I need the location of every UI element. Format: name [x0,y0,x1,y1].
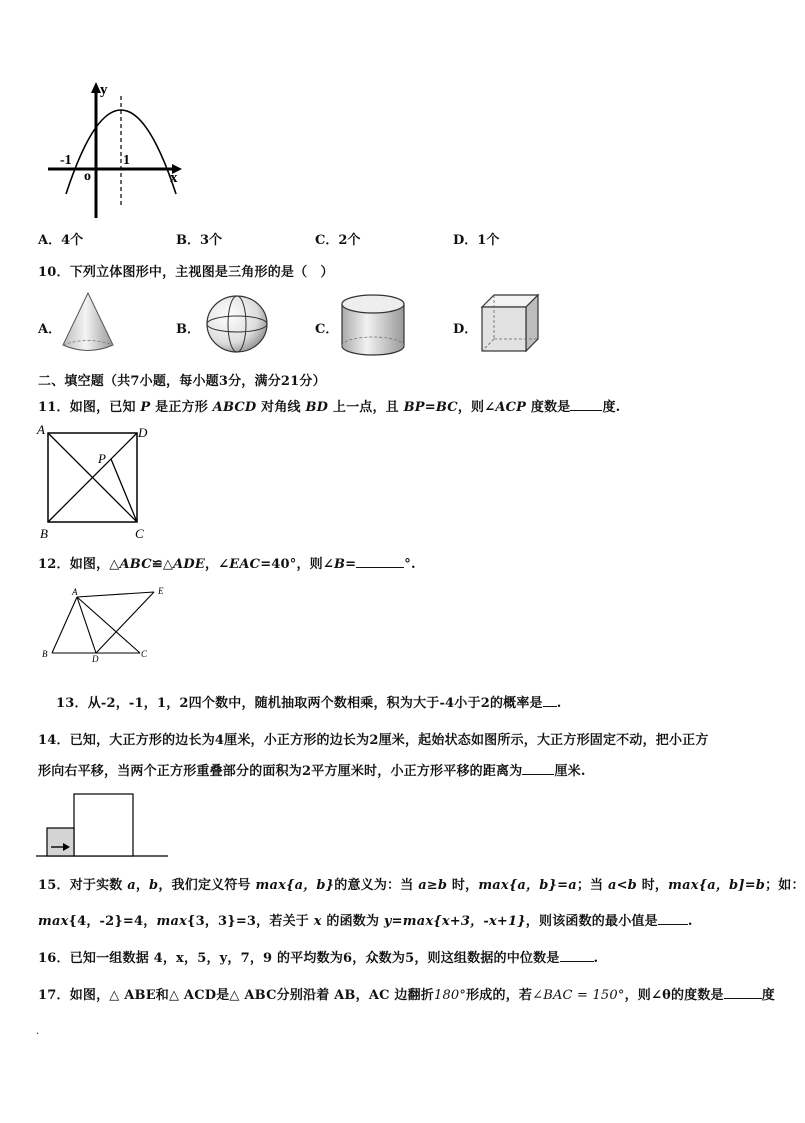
svg-text:B: B [42,649,48,659]
q14-line1: 14．已知，大正方形的边长为4厘米，小正方形的边长为2厘米，起始状态如图所示，大正方形固定不动，把小正方 [38,733,709,748]
q15-line1: 15．对于实数 a，b，我们定义符号 max{a，b}的意义为：当 a≥b 时，max{a，b}=a；当 a<b 时，max{a，b]=b；如： [38,878,805,893]
q14-line2: 形向右平移，当两个正方形重叠部分的面积为2平方厘米时，小正方形平移的距离为 厘米. [38,764,586,779]
svg-text:B: B [40,526,48,541]
cylinder-icon [338,293,408,357]
cone-icon [58,290,118,356]
y-label: y [100,82,108,98]
q10-option-b-letter: B． [176,322,200,337]
q17-answer-blank[interactable] [724,986,762,999]
one-label: 1 [123,153,130,168]
origin-label: o [84,169,91,184]
q12-triangle-figure [36,585,176,665]
q14-answer-blank[interactable] [522,762,554,775]
q11-square-figure [34,422,164,544]
q10-option-a-letter: A． [38,322,62,337]
q16-stem: 16．已知一组数据 4，x，5，y，7，9 的平均数为6，众数为5，则这组数据的中位数是 . [38,951,599,966]
x-label: x [170,170,178,186]
sphere-icon [204,293,270,355]
svg-text:A: A [37,422,45,437]
q17-stem: 17．如图，△ ABE和△ ACD是△ ABC分别沿着 AB，AC 边翻折180°形成的，若∠BAC = 150°，则∠θ的度数是 度 [38,988,775,1003]
q14-squares-figure [36,790,172,860]
q12-stem: 12．如图，△ABC≌△ADE，∠EAC=40°，则∠B= °. [38,557,416,572]
q15-line2: max{4，-2}=4，max{3，3}=3，若关于 x 的函数为 y=max{x+3，-x+1}，则该函数的最小值是 . [38,914,693,929]
q9-option-d: D．1个 [453,233,500,248]
q10-stem: 10．下列立体图形中，主视图是三角形的是（ ） [38,265,334,280]
section2-title: 二、填空题（共7小题，每小题3分，满分21分） [38,374,326,389]
svg-text:P: P [98,451,106,466]
svg-text:C: C [141,649,148,659]
svg-text:D: D [138,425,148,440]
q9-parabola-graph [44,78,189,223]
svg-text:A: A [72,587,78,597]
q9-option-a: A．4个 [38,233,84,248]
q13-stem: 13．从-2，-1，1，2四个数中，随机抽取两个数相乘，积为大于-4小于2的概率是 . [56,696,562,711]
neg-one-label: -1 [60,153,72,168]
svg-text:E: E [158,586,164,596]
q11-answer-blank[interactable] [570,398,602,411]
q11-stem: 11．如图，已知 P 是正方形 ABCD 对角线 BD 上一点，且 BP=BC，则∠ACP 度数是 度. [38,400,621,415]
q13-answer-blank[interactable] [543,694,557,707]
q15-answer-blank[interactable] [658,912,688,925]
q16-answer-blank[interactable] [560,949,594,962]
q9-option-b: B．3个 [176,233,223,248]
q12-answer-blank[interactable] [356,555,404,568]
q9-option-c: C．2个 [315,233,361,248]
svg-text:C: C [135,526,144,541]
q10-option-c-letter: C． [315,322,339,337]
cube-icon [478,291,542,355]
svg-text:D: D [92,654,99,664]
footer-dot: . [36,1026,40,1037]
q10-option-d-letter: D． [453,322,478,337]
